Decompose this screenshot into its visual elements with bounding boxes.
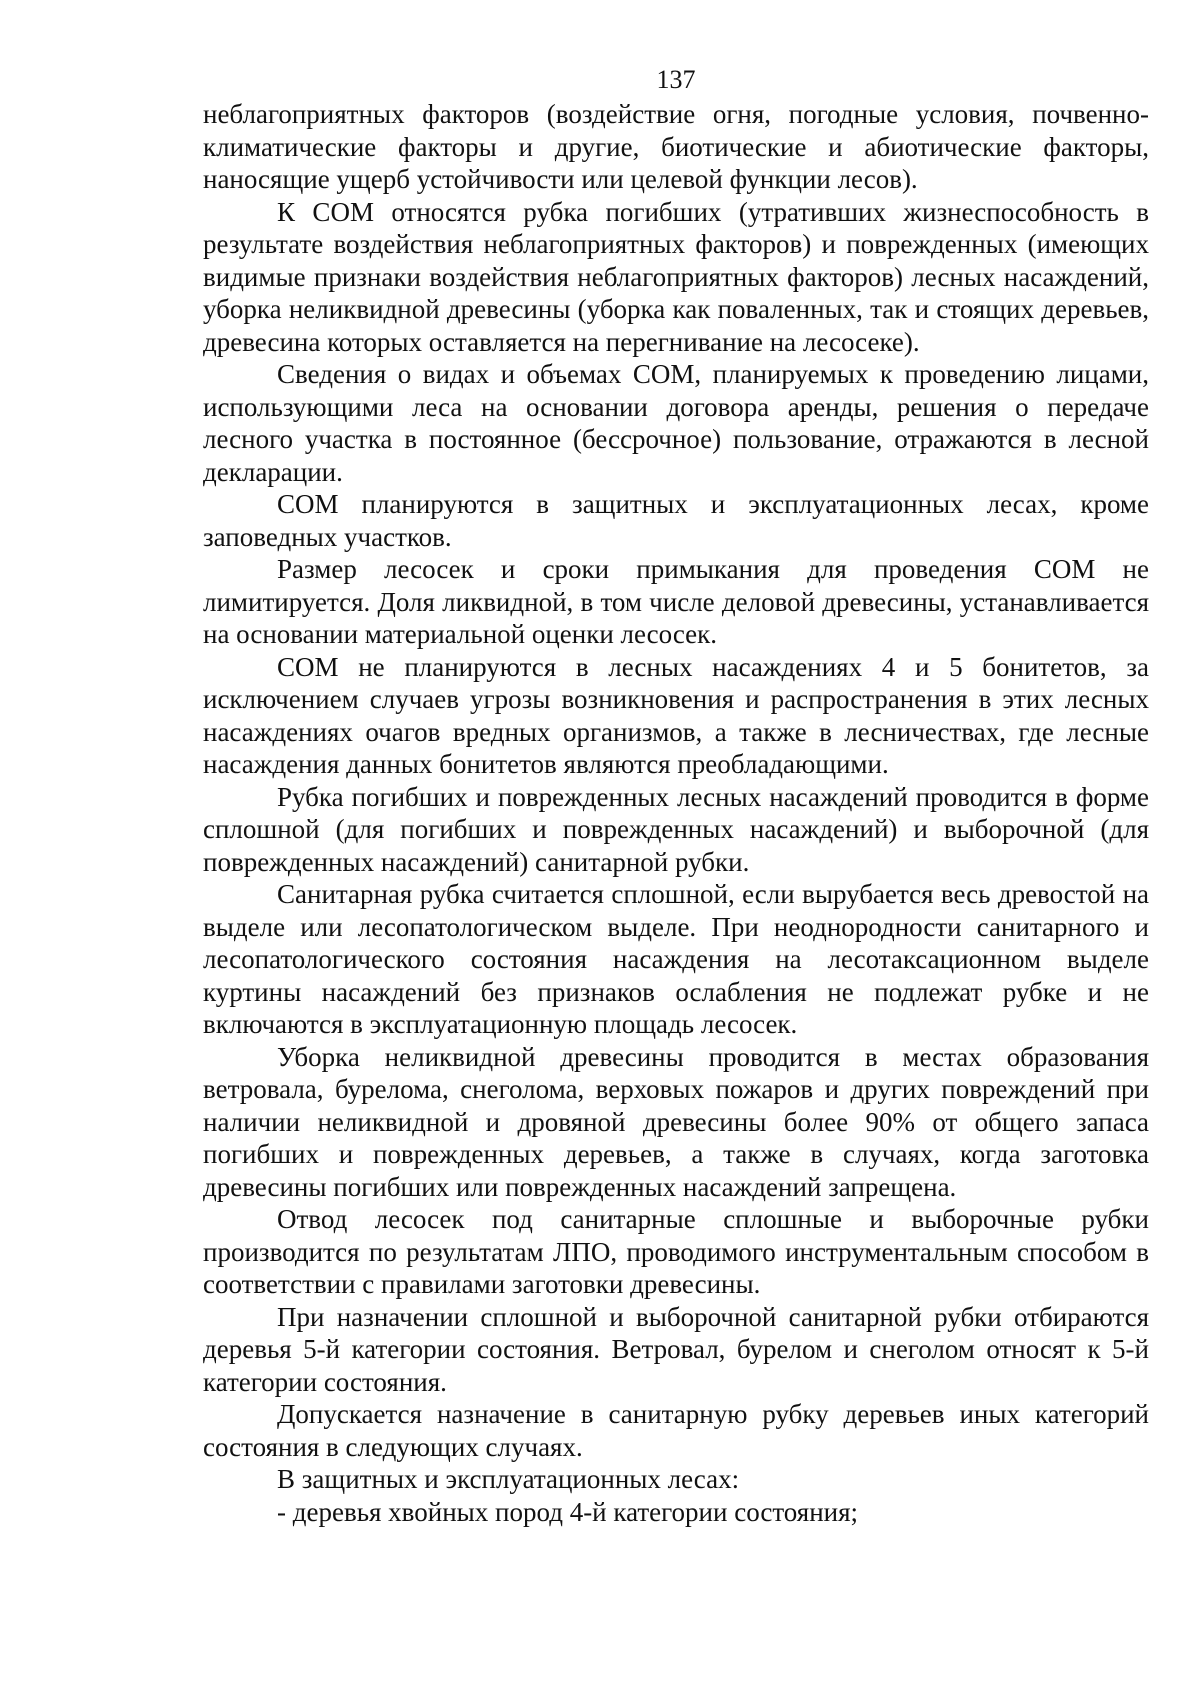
paragraph-13: В защитных и эксплуатационных лесах: bbox=[277, 1464, 740, 1494]
paragraph-5: Размер лесосек и сроки примыкания для проведения СОМ не лимитируется. Доля ликвидной, в том числе деловой древесины, устанавливается на основании материальной оценки лесосек. bbox=[203, 554, 1149, 649]
paragraph-7: Рубка погибших и поврежденных лесных насаждений проводится в форме сплошной (для погибших и поврежденных насаждений) и выборочной (для поврежденных насаждений) санитарной рубки. bbox=[203, 781, 1149, 877]
paragraph-10: Отвод лесосек под санитарные сплошные и выборочные рубки производится по результатам ЛПО, проводимого инструментальным способом в соответствии с правилами заготовки древесины. bbox=[203, 1204, 1149, 1299]
document-page bbox=[203, 64, 1149, 1528]
paragraph-8: Санитарная рубка считается сплошной, если вырубается весь древостой на выделе или лесопатологическом выделе. При неоднородности санитарного и лесопатологического состояния насаждения на лесотаксационном выделе куртины насаждений без признаков ослабления не подлежат рубке и не включаются в эксплуатационную площадь лесосек. bbox=[203, 879, 1149, 1039]
paragraph-12: Допускается назначение в санитарную рубку деревьев иных категорий состояния в следующих случаях. bbox=[203, 1399, 1149, 1462]
page-number: 137 bbox=[656, 65, 696, 94]
paragraph-2: К СОМ относятся рубка погибших (утративших жизнеспособность в результате воздействия неблагоприятных факторов) и поврежденных (имеющих видимые признаки воздействия неблагоприятных факторов) лесных насаждений, уборка неликвидной древесины (уборка как поваленных, так и стоящих деревьев, древесина которых оставляется на перегнивание на лесосеке). bbox=[203, 196, 1149, 357]
paragraph-11: При назначении сплошной и выборочной санитарной рубки отбираются деревья 5-й категории состояния. Ветровал, бурелом и снеголом относят к 5-й категории состояния. bbox=[203, 1301, 1149, 1397]
paragraph-1: неблагоприятных факторов (воздействие огня, погодные условия, почвенно-климатические факторы и другие, биотические и абиотические факторы, наносящие ущерб устойчивости или целевой функции лесов). bbox=[203, 99, 1149, 194]
paragraph-6: СОМ не планируются в лесных насаждениях 4 и 5 бонитетов, за исключением случаев угрозы возникновения и распространения в этих лесных насаждениях очагов вредных организмов, а также в лесничествах, где лесные насаждения данных бонитетов являются преобладающими. bbox=[203, 651, 1149, 779]
paragraph-3: Сведения о видах и объемах СОМ, планируемых к проведению лицами, использующими леса на основании договора аренды, решения о передаче лесного участка в постоянное (бессрочное) пользование, отражаются в лесной декларации. bbox=[203, 359, 1149, 487]
paragraph-14: - деревья хвойных пород 4-й категории состояния; bbox=[277, 1496, 859, 1527]
paragraph-4: СОМ планируются в защитных и эксплуатационных лесах, кроме заповедных участков. bbox=[203, 489, 1149, 552]
paragraph-9: Уборка неликвидной древесины проводится в местах образования ветровала, бурелома, снеголома, верховых пожаров и других повреждений при наличии неликвидной и дровяной древесины более 90% от общего запаса погибших и поврежденных деревьев, а также в случаях, когда заготовка древесины погибших или поврежденных насаждений запрещена. bbox=[203, 1041, 1149, 1202]
